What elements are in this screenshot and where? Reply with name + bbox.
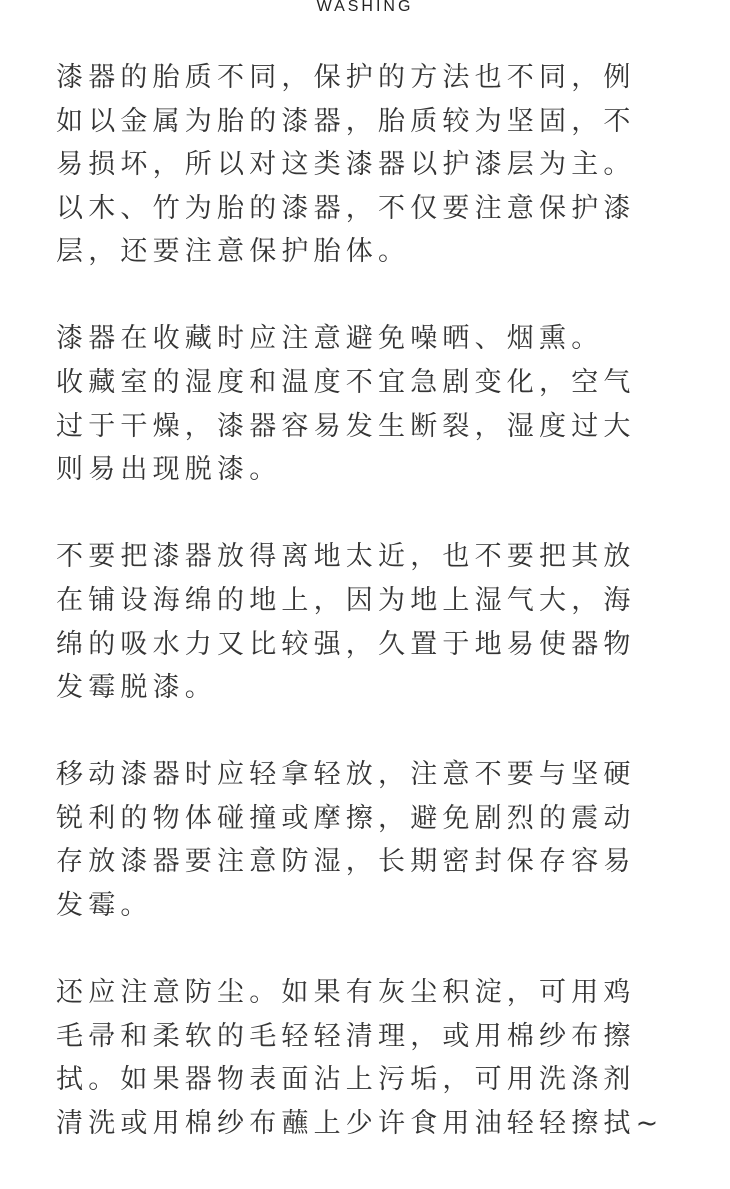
paragraph-line: 移动漆器时应轻拿轻放，注意不要与坚硬: [56, 759, 636, 791]
paragraph-line: 清洗或用棉纱布蘸上少许食用油轻轻擦拭~: [56, 1107, 664, 1139]
paragraph-line: 以木、竹为胎的漆器，不仅要注意保护漆: [56, 192, 636, 224]
paragraph-line: 易损坏，所以对这类漆器以护漆层为主。: [56, 149, 636, 181]
paragraph-line: 收藏室的湿度和温度不宜急剧变化，空气: [56, 367, 636, 399]
paragraph-line: 在铺设海绵的地上，因为地上湿气大，海: [56, 584, 636, 616]
paragraph-4: [56, 753, 676, 927]
paragraph-3: [56, 535, 676, 709]
paragraph-line: 漆器的胎质不同，保护的方法也不同，例: [56, 62, 636, 93]
paragraph-line: 如以金属为胎的漆器，胎质较为坚固，不: [56, 105, 636, 137]
paragraph-line: 绵的吸水力又比较强，久置于地易使器物: [56, 628, 636, 660]
paragraph-2: [56, 317, 676, 491]
paragraph-1: [56, 56, 676, 274]
paragraph-line: 则易出现脱漆。: [56, 454, 282, 486]
paragraph-line: 锐利的物体碰撞或摩擦，避免剧烈的震动: [56, 802, 636, 834]
paragraph-5: [56, 971, 676, 1145]
paragraph-line: 发霉脱漆。: [56, 672, 217, 704]
paragraph-line: 毛帚和柔软的毛轻轻清理，或用棉纱布擦: [56, 1020, 636, 1052]
paragraph-line: 漆器在收藏时应注意避免噪晒、烟熏。: [56, 323, 604, 355]
paragraph-line: 发霉。: [56, 890, 153, 921]
paragraph-line: 过于干燥，漆器容易发生断裂，湿度过大: [56, 410, 636, 442]
paragraph-line: 不要把漆器放得离地太近，也不要把其放: [56, 541, 636, 573]
paragraph-line: 存放漆器要注意防湿，长期密封保存容易: [56, 846, 636, 878]
article-body: [56, 56, 676, 1189]
paragraph-line: 还应注意防尘。如果有灰尘积淀，可用鸡: [56, 977, 636, 1009]
paragraph-line: 层，还要注意保护胎体。: [56, 236, 411, 268]
paragraph-line: 拭。如果器物表面沾上污垢，可用洗涤剂: [56, 1064, 636, 1096]
page-header-title: WASHING: [316, 0, 414, 15]
